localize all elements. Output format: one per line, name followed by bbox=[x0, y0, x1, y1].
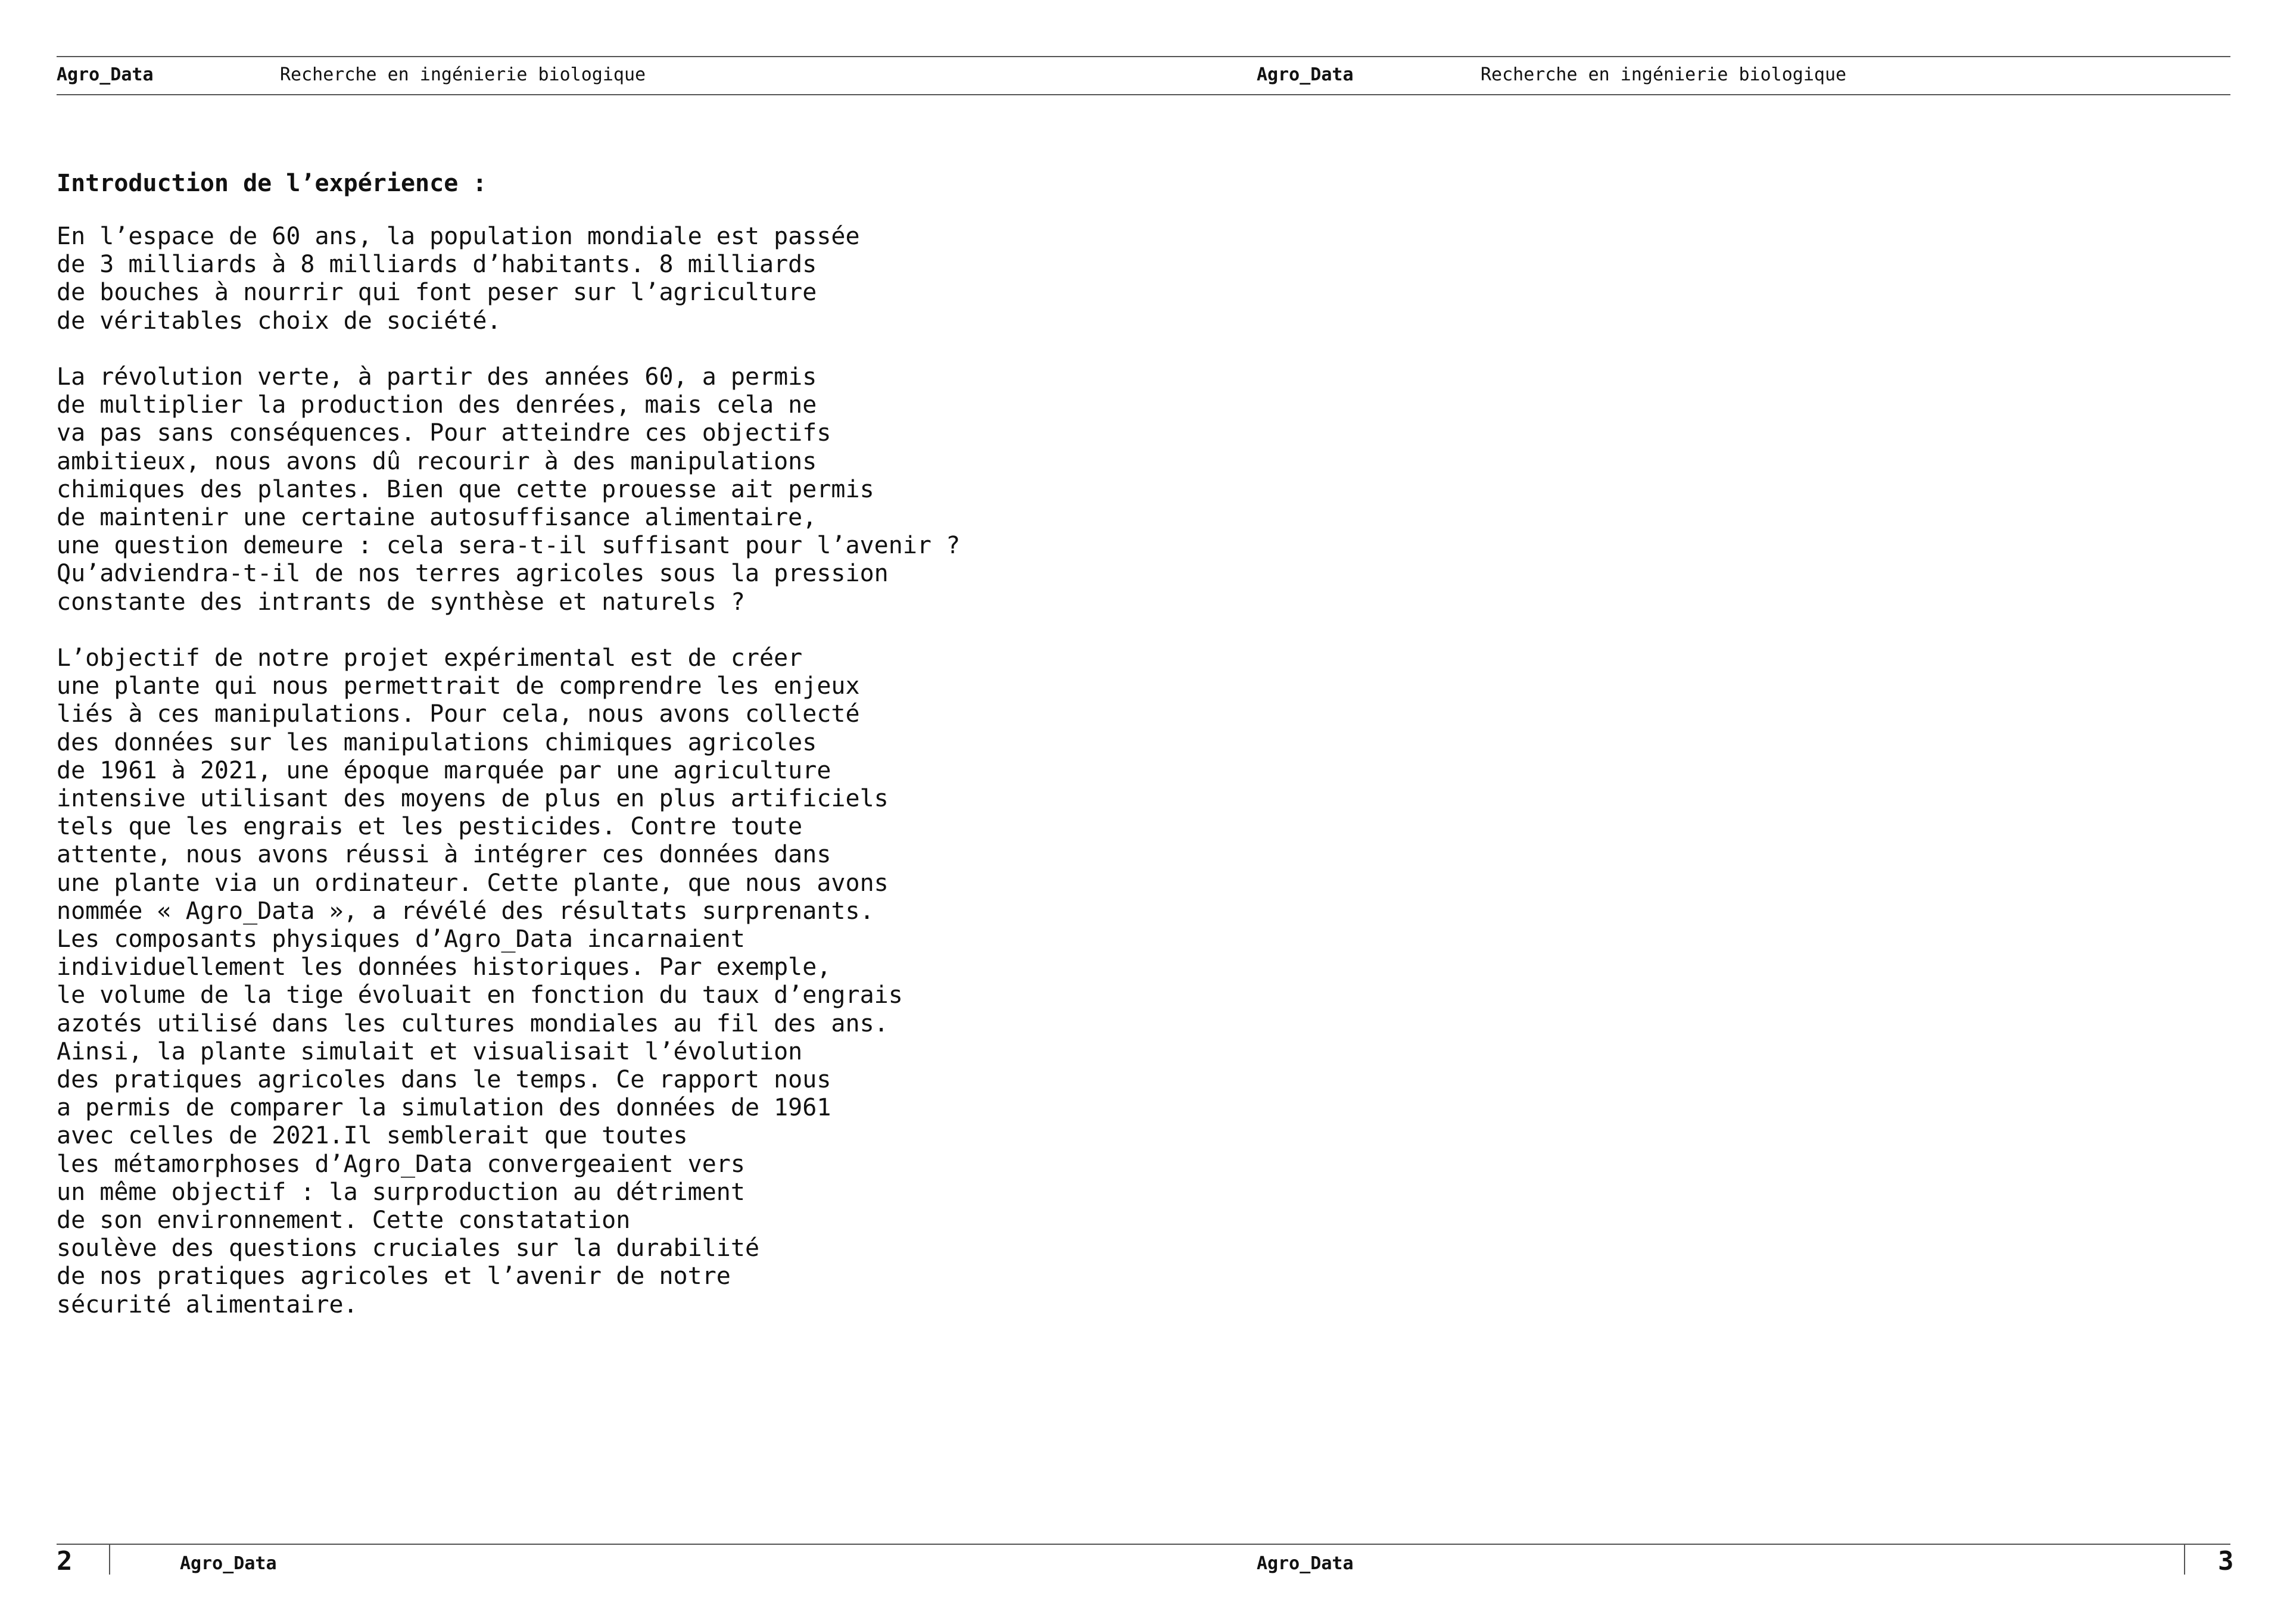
text-line: avec celles de 2021.Il semblerait que toutes bbox=[57, 1122, 688, 1150]
footer-rule bbox=[57, 1544, 2230, 1545]
text-line: La révolution verte, à partir des années 60, a permis bbox=[57, 363, 817, 391]
text-line: des pratiques agricoles dans le temps. Ce rapport nous bbox=[57, 1066, 831, 1094]
text-line: une plante via un ordinateur. Cette plante, que nous avons bbox=[57, 869, 889, 897]
text-line: Les composants physiques d’Agro_Data incarnaient bbox=[57, 925, 745, 953]
footer-right-divider bbox=[2184, 1544, 2185, 1575]
text-line: ambitieux, nous avons dû recourir à des manipulations bbox=[57, 447, 817, 475]
text-line: En l’espace de 60 ans, la population mondiale est passée bbox=[57, 223, 860, 250]
right-header-brand: Agro_Data bbox=[1257, 64, 1354, 85]
text-line: un même objectif : la surproduction au détriment bbox=[57, 1178, 745, 1206]
right-page-number: 3 bbox=[2218, 1546, 2234, 1576]
right-footer-brand: Agro_Data bbox=[1257, 1553, 1354, 1574]
text-line: de 1961 à 2021, une époque marquée par une agriculture bbox=[57, 756, 831, 784]
text-line: de véritables choix de société. bbox=[57, 307, 501, 335]
text-line: chimiques des plantes. Bien que cette prouesse ait permis bbox=[57, 475, 874, 503]
text-line: le volume de la tige évoluait en fonction du taux d’engrais bbox=[57, 981, 903, 1009]
text-line: de maintenir une certaine autosuffisance alimentaire, bbox=[57, 504, 817, 532]
left-page-number: 2 bbox=[57, 1546, 73, 1576]
text-line: L’objectif de notre projet expérimental est de créer bbox=[57, 644, 803, 672]
text-line: de bouches à nourrir qui font peser sur l’agriculture bbox=[57, 279, 817, 307]
text-line: azotés utilisé dans les cultures mondiales au fil des ans. bbox=[57, 1009, 889, 1037]
text-line: de multiplier la production des denrées, mais cela ne bbox=[57, 391, 817, 419]
text-line: va pas sans conséquences. Pour atteindre ces objectifs bbox=[57, 419, 831, 447]
footer-left-divider bbox=[109, 1544, 110, 1575]
text-line: nommée « Agro_Data », a révélé des résultats surprenants. bbox=[57, 897, 874, 925]
text-line: une plante qui nous permettrait de comprendre les enjeux bbox=[57, 672, 860, 700]
left-header-subtitle: Recherche en ingénierie biologique bbox=[280, 64, 646, 85]
intro-paragraph-3 bbox=[57, 644, 1009, 1319]
intro-paragraph-1 bbox=[57, 223, 1009, 335]
intro-body bbox=[57, 223, 1009, 1347]
text-line: Ainsi, la plante simulait et visualisait l’évolution bbox=[57, 1037, 803, 1065]
text-line: de son environnement. Cette constatation bbox=[57, 1207, 631, 1235]
text-line: intensive utilisant des moyens de plus en plus artificiels bbox=[57, 785, 889, 813]
text-line: Qu’adviendra-t-il de nos terres agricoles sous la pression bbox=[57, 560, 889, 588]
text-line: soulève des questions cruciales sur la durabilité bbox=[57, 1235, 760, 1263]
text-line: de 3 milliards à 8 milliards d’habitants. 8 milliards bbox=[57, 251, 817, 279]
intro-heading: Introduction de l’expérience : bbox=[57, 170, 487, 197]
text-line: liés à ces manipulations. Pour cela, nous avons collecté bbox=[57, 700, 860, 728]
text-line: individuellement les données historiques. Par exemple, bbox=[57, 953, 831, 981]
right-header-subtitle: Recherche en ingénierie biologique bbox=[1481, 64, 1847, 85]
text-line: a permis de comparer la simulation des données de 1961 bbox=[57, 1094, 831, 1122]
text-line: constante des intrants de synthèse et naturels ? bbox=[57, 588, 745, 616]
text-line: de nos pratiques agricoles et l’avenir de notre bbox=[57, 1263, 731, 1291]
intro-paragraph-2 bbox=[57, 363, 1009, 616]
text-line: tels que les engrais et les pesticides. Contre toute bbox=[57, 813, 803, 841]
text-line: une question demeure : cela sera-t-il suffisant pour l’avenir ? bbox=[57, 532, 961, 560]
left-footer-brand: Agro_Data bbox=[180, 1553, 277, 1574]
text-line: les métamorphoses d’Agro_Data convergeaient vers bbox=[57, 1150, 745, 1178]
text-line: sécurité alimentaire. bbox=[57, 1291, 358, 1318]
left-header-brand: Agro_Data bbox=[57, 64, 154, 85]
text-line: attente, nous avons réussi à intégrer ces données dans bbox=[57, 841, 831, 869]
text-line: des données sur les manipulations chimiques agricoles bbox=[57, 728, 817, 756]
header-bottom-rule bbox=[57, 94, 2230, 95]
header-top-rule bbox=[57, 56, 2230, 57]
